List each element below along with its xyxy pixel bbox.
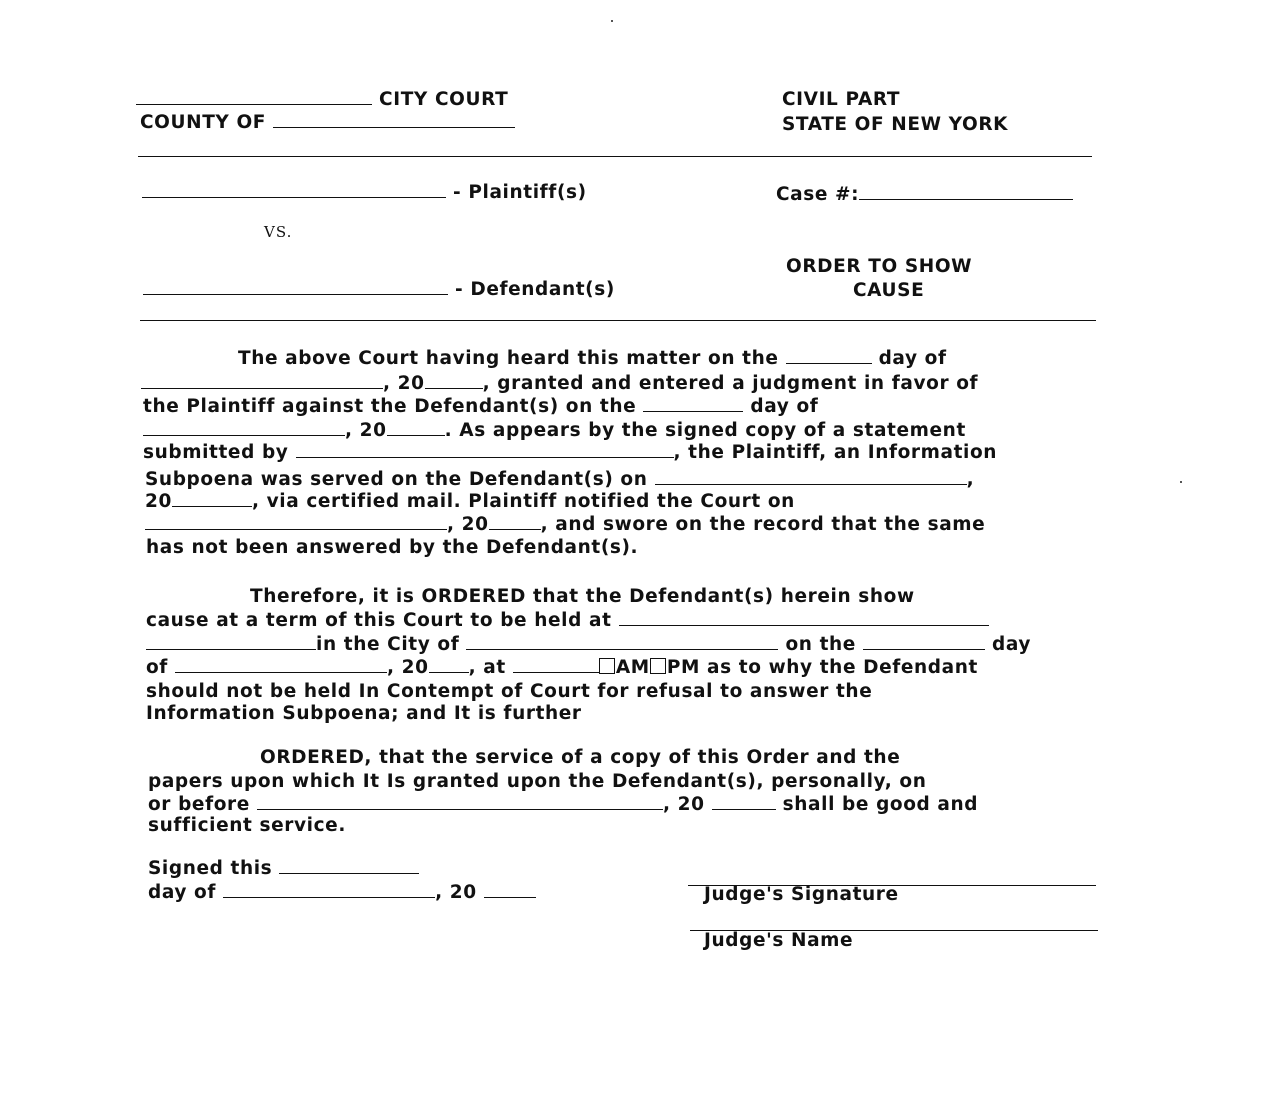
para1-line9: has not been answered by the Defendant(s). <box>146 537 639 558</box>
city-blank[interactable] <box>466 634 778 650</box>
county-of-label: COUNTY OF <box>140 112 267 133</box>
county-line <box>140 112 515 134</box>
para2-line4: of , 20 , at AM PM as to why the Defendant <box>146 657 978 678</box>
para2-line3: in the City of on the day <box>146 634 1031 656</box>
court-name-line <box>136 89 508 111</box>
document-title-line2: CAUSE <box>853 280 925 301</box>
plaintiff-blank[interactable] <box>142 182 446 198</box>
para1-line6: Subpoena was served on the Defendant(s) on , <box>145 469 975 490</box>
order-month-blank[interactable] <box>175 657 387 673</box>
judgment-year-blank[interactable] <box>387 420 445 436</box>
case-number-label: Case #: <box>776 184 860 205</box>
service-year-blank[interactable] <box>712 794 776 810</box>
para2-line5: should not be held In Contempt of Court for refusal to answer the <box>146 681 873 702</box>
served-year-blank[interactable] <box>172 491 252 507</box>
civil-part-label: CIVIL PART <box>782 89 901 110</box>
para1-line7: 20 , via certified mail. Plaintiff notified the Court on <box>145 491 795 512</box>
judge-name-label: Judge's Name <box>704 930 854 951</box>
plaintiff-line <box>142 182 587 204</box>
order-time-blank[interactable] <box>513 657 599 673</box>
city-court-label: CITY COURT <box>379 89 509 110</box>
am-checkbox[interactable] <box>599 658 615 674</box>
scan-speck <box>1180 481 1182 483</box>
hearing-day-ordinal-blank[interactable] <box>863 634 985 650</box>
defendant-label: - Defendant(s) <box>455 279 615 300</box>
para3-line3: or before , 20 shall be good and <box>148 794 979 815</box>
hearing-year-blank[interactable] <box>425 373 483 389</box>
defendant-line <box>143 279 615 301</box>
served-date-blank[interactable] <box>655 469 967 485</box>
pm-checkbox[interactable] <box>650 658 666 674</box>
header-divider <box>138 156 1092 157</box>
service-date-blank[interactable] <box>257 794 663 810</box>
signed-this-line: Signed this <box>148 858 419 880</box>
document-title-line1: ORDER TO SHOW <box>786 256 973 277</box>
defendant-blank[interactable] <box>143 279 448 295</box>
county-blank[interactable] <box>273 112 515 128</box>
signed-day-of-line: day of , 20 <box>148 882 536 904</box>
case-number-line <box>776 184 1073 206</box>
para2-line1: Therefore, it is ORDERED that the Defendant(s) herein show <box>250 586 915 607</box>
plaintiff-label: - Plaintiff(s) <box>453 182 587 203</box>
judgment-day-blank[interactable] <box>643 396 743 412</box>
signed-year-blank[interactable] <box>484 882 536 898</box>
para2-line6: Information Subpoena; and It is further <box>146 703 582 724</box>
court-city-blank[interactable] <box>136 89 372 105</box>
court-location-cont-blank[interactable] <box>146 634 316 650</box>
hearing-month-blank[interactable] <box>141 373 383 389</box>
para1-line5: submitted by , the Plaintiff, an Information <box>143 442 998 463</box>
hearing-day-blank[interactable] <box>786 348 872 364</box>
para1-line2: , 20 , granted and entered a judgment in favor of <box>141 373 978 395</box>
signed-month-blank[interactable] <box>223 882 435 898</box>
case-number-blank[interactable] <box>859 184 1073 200</box>
versus-label: VS. <box>264 223 293 241</box>
state-label: STATE OF NEW YORK <box>782 114 1009 135</box>
scan-speck <box>611 20 613 22</box>
para1-line3: the Plaintiff against the Defendant(s) on the day of <box>143 396 819 417</box>
notified-date-blank[interactable] <box>145 514 447 530</box>
judge-signature-label: Judge's Signature <box>704 884 899 905</box>
para3-line4: sufficient service. <box>148 815 346 836</box>
para2-line2: cause at a term of this Court to be held at <box>146 610 989 632</box>
submitted-by-blank[interactable] <box>296 442 674 458</box>
order-year-blank[interactable] <box>429 657 469 673</box>
notified-year-blank[interactable] <box>489 514 541 530</box>
court-location-blank[interactable] <box>619 610 989 626</box>
para1-line8: , 20 , and swore on the record that the same <box>145 514 985 536</box>
para1-line4: , 20 . As appears by the signed copy of a statement <box>143 420 966 442</box>
judgment-month-blank[interactable] <box>143 420 345 436</box>
para1-line1: The above Court having heard this matter on the day of <box>238 348 947 369</box>
caption-divider <box>140 320 1096 321</box>
para3-line2: papers upon which It Is granted upon the Defendant(s), personally, on <box>148 771 927 792</box>
para3-line1: ORDERED, that the service of a copy of this Order and the <box>260 747 901 768</box>
signed-day-blank[interactable] <box>279 858 419 874</box>
